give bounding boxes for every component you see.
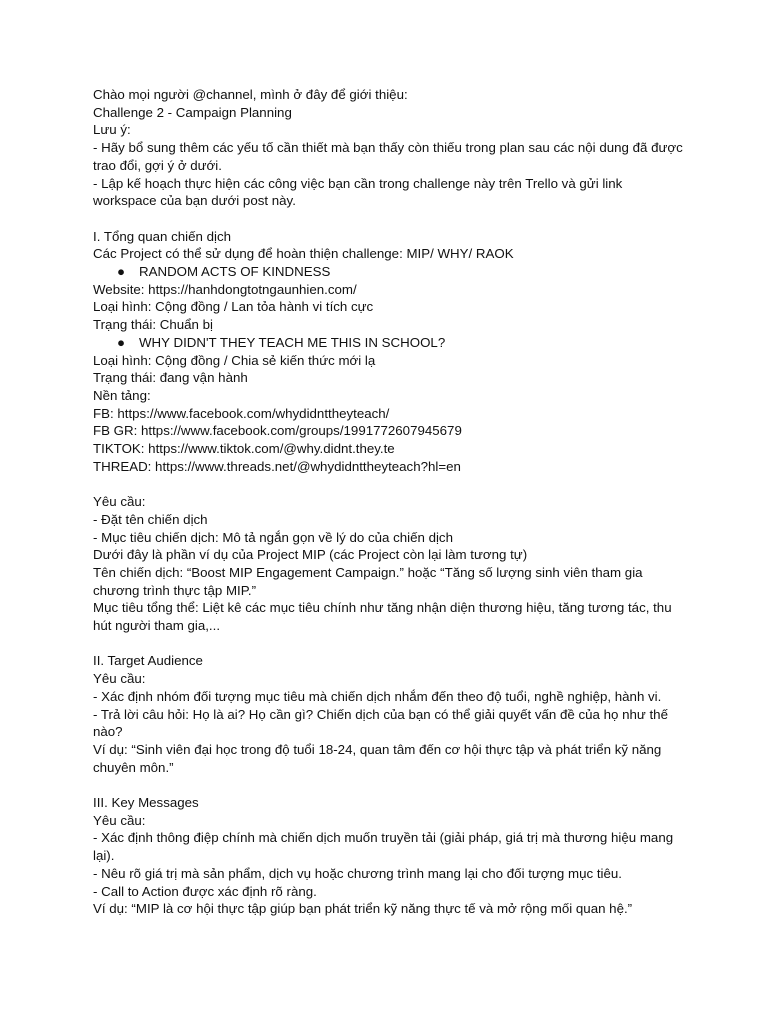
spacer [93,475,683,493]
intro-line: Chào mọi người @channel, mình ở đây để giới thiệu: [93,87,408,102]
requirement-item: - Call to Action được xác định rõ ràng. [93,883,317,899]
campaign-name: Tên chiến dịch: “Boost MIP Engagement Campaign.” hoặc “Tăng số lượng sinh viên tham gia chương trình thực tập MIP.” [93,564,643,598]
platform-thread: THREAD: https://www.threads.net/@whydidnttheyteach?hl=en [93,458,461,474]
bullet-icon: ● [117,264,126,280]
status-line: Trạng thái: Chuẩn bị [93,317,213,333]
bullet-item-why [93,334,683,352]
website-line: Website: https://hanhdongtotngaunhien.com/ [93,281,357,297]
spacer [93,776,683,794]
example-line: Ví dụ: “Sinh viên đại học trong độ tuổi 18-24, quan tâm đến cơ hội thực tập và phát triển kỹ năng chuyên môn.” [93,741,662,775]
status-line: Trạng thái: đang vận hành [93,370,248,386]
section-heading: II. Target Audience [93,653,203,669]
bullet-label: WHY DIDN'T THEY TEACH ME THIS IN SCHOOL? [139,334,446,350]
requirement-item: - Xác định nhóm đối tượng mục tiêu mà chiến dịch nhắm đến theo độ tuổi, nghề nghiệp, hành vi. [93,688,662,704]
example-line: Ví dụ: “MIP là cơ hội thực tập giúp bạn phát triển kỹ năng thực tế và mở rộng mối quan hệ.” [93,901,633,917]
document-title: Challenge 2 - Campaign Planning [93,104,292,120]
requirement-item: - Nêu rõ giá trị mà sản phẩm, dịch vụ hoặc chương trình mang lại cho đối tượng mục tiêu. [93,865,622,881]
projects-line: Các Project có thể sử dụng để hoàn thiện challenge: MIP/ WHY/ RAOK [93,246,514,262]
requirement-item: - Xác định thông điệp chính mà chiến dịch muốn truyền tải (giải pháp, giá trị mà thương hiệu mang lại). [93,830,674,864]
spacer [93,635,683,653]
type-line: Loại hình: Cộng đồng / Chia sẻ kiến thức mới lạ [93,352,376,368]
requirement-item: - Đặt tên chiến dịch [93,511,208,527]
bullet-icon: ● [117,334,126,350]
bullet-label: RANDOM ACTS OF KINDNESS [139,264,331,280]
platform-tiktok: TIKTOK: https://www.tiktok.com/@why.didnt.they.te [93,441,395,457]
platform-fb: FB: https://www.facebook.com/whydidnttheyteach/ [93,405,390,421]
note-label: Lưu ý: [93,122,131,138]
spacer [93,210,683,228]
note-item: - Lập kế hoạch thực hiện các công việc bạn cần trong challenge này trên Trello và gửi link workspace của bạn dưới post này. [93,175,623,209]
section-heading: I. Tổng quan chiến dịch [93,228,231,244]
overall-goal: Mục tiêu tổng thể: Liệt kê các mục tiêu chính như tăng nhận diện thương hiệu, tăng tương tác, thu hút người tham gia,... [93,600,672,634]
section-heading: III. Key Messages [93,795,199,811]
example-intro: Dưới đây là phần ví dụ của Project MIP (các Project còn lại làm tương tự) [93,547,528,563]
bullet-item-raok [93,263,683,281]
requirements-label: Yêu cầu: [93,812,146,828]
platform-fb-group: FB GR: https://www.facebook.com/groups/1991772607945679 [93,423,462,439]
platform-label: Nền tảng: [93,387,151,403]
requirement-item: - Trả lời câu hỏi: Họ là ai? Họ cần gì? Chiến dịch của bạn có thể giải quyết vấn đề của họ như thế nào? [93,706,668,740]
requirement-item: - Mục tiêu chiến dịch: Mô tả ngắn gọn về lý do của chiến dịch [93,529,453,545]
document-page [93,86,683,918]
note-item: - Hãy bổ sung thêm các yếu tố cần thiết mà bạn thấy còn thiếu trong plan sau các nội dung đã được trao đổi, gợi ý ở dưới. [93,140,683,173]
requirements-label: Yêu cầu: [93,494,146,510]
type-line: Loại hình: Cộng đồng / Lan tỏa hành vi tích cực [93,299,374,315]
requirements-label: Yêu cầu: [93,671,146,687]
